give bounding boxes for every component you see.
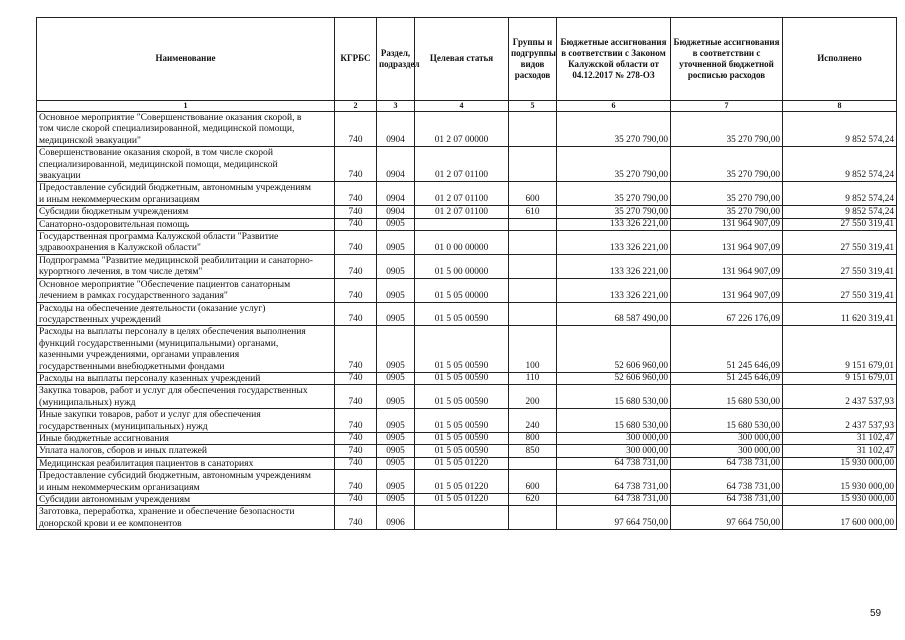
row-target-article-cell: 01 5 05 01220 bbox=[415, 457, 509, 469]
table-row bbox=[37, 457, 897, 469]
row-refined-allocation-cell: 300 000,00 bbox=[671, 445, 783, 457]
row-executed-cell: 9 151 679,01 bbox=[783, 372, 897, 384]
row-expense-group-cell: 100 bbox=[509, 326, 557, 373]
header-executed: Исполнено bbox=[783, 18, 897, 101]
row-name-cell: Иные закупки товаров, работ и услуг для обеспечения государственных (муниципальных) нужд bbox=[37, 409, 335, 433]
row-kgrbs-cell: 740 bbox=[335, 218, 377, 230]
row-expense-group-cell: 110 bbox=[509, 372, 557, 384]
row-name-cell: Медицинская реабилитация пациентов в санаториях bbox=[37, 457, 335, 469]
column-number: 1 bbox=[37, 101, 335, 112]
row-kgrbs-cell: 740 bbox=[335, 385, 377, 409]
table-row bbox=[37, 506, 897, 530]
row-section-cell: 0905 bbox=[377, 218, 415, 230]
row-section-cell: 0905 bbox=[377, 372, 415, 384]
row-expense-group-cell bbox=[509, 112, 557, 147]
row-law-allocation-cell: 300 000,00 bbox=[557, 432, 671, 444]
row-name-cell: Закупка товаров, работ и услуг для обеспечения государственных (муниципальных) нужд bbox=[37, 385, 335, 409]
row-target-article-cell: 01 5 05 00590 bbox=[415, 409, 509, 433]
row-kgrbs-cell: 740 bbox=[335, 326, 377, 373]
row-section-cell: 0905 bbox=[377, 326, 415, 373]
row-law-allocation-cell: 35 270 790,00 bbox=[557, 147, 671, 182]
row-executed-cell: 2 437 537,93 bbox=[783, 409, 897, 433]
table-body bbox=[37, 112, 897, 530]
row-law-allocation-cell: 64 738 731,00 bbox=[557, 457, 671, 469]
row-name-cell: Основное мероприятие "Обеспечение пациентов санаторным лечением в рамках государственного задания" bbox=[37, 278, 335, 302]
row-expense-group-cell: 600 bbox=[509, 182, 557, 206]
row-executed-cell: 9 852 574,24 bbox=[783, 112, 897, 147]
row-section-cell: 0905 bbox=[377, 432, 415, 444]
row-executed-cell: 27 550 319,41 bbox=[783, 218, 897, 230]
row-target-article-cell: 01 5 05 00590 bbox=[415, 432, 509, 444]
row-refined-allocation-cell: 64 738 731,00 bbox=[671, 457, 783, 469]
row-target-article-cell: 01 5 05 00000 bbox=[415, 278, 509, 302]
row-law-allocation-cell: 68 587 490,00 bbox=[557, 302, 671, 326]
row-expense-group-cell bbox=[509, 457, 557, 469]
budget-execution-table bbox=[36, 17, 897, 530]
row-kgrbs-cell: 740 bbox=[335, 470, 377, 494]
column-number: 8 bbox=[783, 101, 897, 112]
table-row bbox=[37, 112, 897, 147]
row-section-cell: 0905 bbox=[377, 445, 415, 457]
row-kgrbs-cell: 740 bbox=[335, 372, 377, 384]
row-law-allocation-cell: 52 606 960,00 bbox=[557, 326, 671, 373]
row-kgrbs-cell: 740 bbox=[335, 432, 377, 444]
row-target-article-cell: 01 2 07 01100 bbox=[415, 206, 509, 218]
row-section-cell: 0904 bbox=[377, 147, 415, 182]
row-name-cell: Субсидии бюджетным учреждениям bbox=[37, 206, 335, 218]
row-law-allocation-cell: 15 680 530,00 bbox=[557, 385, 671, 409]
row-target-article-cell: 01 5 05 00590 bbox=[415, 302, 509, 326]
row-section-cell: 0904 bbox=[377, 112, 415, 147]
row-expense-group-cell bbox=[509, 218, 557, 230]
row-expense-group-cell: 610 bbox=[509, 206, 557, 218]
row-expense-group-cell bbox=[509, 147, 557, 182]
row-refined-allocation-cell: 35 270 790,00 bbox=[671, 206, 783, 218]
row-executed-cell: 9 151 679,01 bbox=[783, 326, 897, 373]
row-name-cell: Уплата налогов, сборов и иных платежей bbox=[37, 445, 335, 457]
header-kgrbs: КГРБС bbox=[335, 18, 377, 101]
row-refined-allocation-cell: 35 270 790,00 bbox=[671, 182, 783, 206]
row-target-article-cell: 01 5 05 00590 bbox=[415, 326, 509, 373]
header-expense-group: Группы и подгруппы видов расходов bbox=[509, 18, 557, 101]
row-executed-cell: 31 102,47 bbox=[783, 432, 897, 444]
row-expense-group-cell bbox=[509, 302, 557, 326]
row-expense-group-cell: 620 bbox=[509, 494, 557, 506]
column-number: 3 bbox=[377, 101, 415, 112]
row-refined-allocation-cell: 51 245 646,09 bbox=[671, 372, 783, 384]
row-executed-cell: 27 550 319,41 bbox=[783, 254, 897, 278]
row-name-cell: Государственная программа Калужской области "Развитие здравоохранения в Калужской области" bbox=[37, 231, 335, 255]
row-section-cell: 0905 bbox=[377, 494, 415, 506]
row-executed-cell: 15 930 000,00 bbox=[783, 470, 897, 494]
row-target-article-cell: 01 5 05 00590 bbox=[415, 385, 509, 409]
row-section-cell: 0904 bbox=[377, 206, 415, 218]
row-kgrbs-cell: 740 bbox=[335, 278, 377, 302]
table-row bbox=[37, 409, 897, 433]
row-executed-cell: 11 620 319,41 bbox=[783, 302, 897, 326]
row-section-cell: 0905 bbox=[377, 409, 415, 433]
row-expense-group-cell bbox=[509, 254, 557, 278]
header-row bbox=[37, 18, 897, 101]
row-section-cell: 0904 bbox=[377, 182, 415, 206]
row-law-allocation-cell: 35 270 790,00 bbox=[557, 112, 671, 147]
row-section-cell: 0905 bbox=[377, 302, 415, 326]
table-row bbox=[37, 206, 897, 218]
row-law-allocation-cell: 35 270 790,00 bbox=[557, 206, 671, 218]
row-expense-group-cell bbox=[509, 506, 557, 530]
row-executed-cell: 17 600 000,00 bbox=[783, 506, 897, 530]
row-expense-group-cell: 200 bbox=[509, 385, 557, 409]
column-number-row bbox=[37, 101, 897, 112]
column-number: 7 bbox=[671, 101, 783, 112]
row-kgrbs-cell: 740 bbox=[335, 182, 377, 206]
table-row bbox=[37, 494, 897, 506]
table-row bbox=[37, 372, 897, 384]
row-name-cell: Расходы на выплаты персоналу в целях обеспечения выполнения функций государственными (муниципальными) органами, казенными учреждениями, органами управления государственными внебюджетными фондами bbox=[37, 326, 335, 373]
row-kgrbs-cell: 740 bbox=[335, 457, 377, 469]
row-name-cell: Предоставление субсидий бюджетным, автономным учреждениям и иным некоммерческим организациям bbox=[37, 470, 335, 494]
table-row bbox=[37, 302, 897, 326]
header-section: Раздел, подраздел bbox=[377, 18, 415, 101]
row-target-article-cell: 01 5 00 00000 bbox=[415, 254, 509, 278]
row-target-article-cell: 01 0 00 00000 bbox=[415, 231, 509, 255]
row-kgrbs-cell: 740 bbox=[335, 445, 377, 457]
row-target-article-cell: 01 5 05 00590 bbox=[415, 372, 509, 384]
row-refined-allocation-cell: 51 245 646,09 bbox=[671, 326, 783, 373]
header-law-allocations: Бюджетные ассигнования в соответствии с Законом Калужской области от 04.12.2017 № 278-ОЗ bbox=[557, 18, 671, 101]
row-refined-allocation-cell: 35 270 790,00 bbox=[671, 147, 783, 182]
row-executed-cell: 15 930 000,00 bbox=[783, 494, 897, 506]
row-law-allocation-cell: 52 606 960,00 bbox=[557, 372, 671, 384]
row-name-cell: Заготовка, переработка, хранение и обеспечение безопасности донорской крови и ее компонентов bbox=[37, 506, 335, 530]
row-name-cell: Предоставление субсидий бюджетным, автономным учреждениям и иным некоммерческим организациям bbox=[37, 182, 335, 206]
row-target-article-cell bbox=[415, 218, 509, 230]
row-name-cell: Подпрограмма "Развитие медицинской реабилитации и санаторно- курортного лечения, в том числе детям" bbox=[37, 254, 335, 278]
table-row bbox=[37, 231, 897, 255]
row-refined-allocation-cell: 131 964 907,09 bbox=[671, 231, 783, 255]
row-kgrbs-cell: 740 bbox=[335, 494, 377, 506]
header-refined-allocations: Бюджетные ассигнования в соответствии с уточненной бюджетной росписью расходов bbox=[671, 18, 783, 101]
row-refined-allocation-cell: 15 680 530,00 bbox=[671, 385, 783, 409]
row-target-article-cell: 01 5 05 01220 bbox=[415, 470, 509, 494]
row-executed-cell: 9 852 574,24 bbox=[783, 147, 897, 182]
row-expense-group-cell: 800 bbox=[509, 432, 557, 444]
row-law-allocation-cell: 133 326 221,00 bbox=[557, 218, 671, 230]
budget-report-page bbox=[36, 17, 896, 530]
row-refined-allocation-cell: 131 964 907,09 bbox=[671, 254, 783, 278]
row-refined-allocation-cell: 131 964 907,09 bbox=[671, 218, 783, 230]
row-law-allocation-cell: 133 326 221,00 bbox=[557, 231, 671, 255]
table-row bbox=[37, 385, 897, 409]
row-executed-cell: 2 437 537,93 bbox=[783, 385, 897, 409]
table-row bbox=[37, 147, 897, 182]
row-kgrbs-cell: 740 bbox=[335, 302, 377, 326]
row-section-cell: 0905 bbox=[377, 254, 415, 278]
row-kgrbs-cell: 740 bbox=[335, 206, 377, 218]
row-name-cell: Санаторно-оздоровительная помощь bbox=[37, 218, 335, 230]
table-row bbox=[37, 445, 897, 457]
row-name-cell: Расходы на обеспечение деятельности (оказание услуг) государственных учреждений bbox=[37, 302, 335, 326]
row-executed-cell: 27 550 319,41 bbox=[783, 231, 897, 255]
row-expense-group-cell bbox=[509, 231, 557, 255]
row-kgrbs-cell: 740 bbox=[335, 506, 377, 530]
header-target-article: Целевая статья bbox=[415, 18, 509, 101]
row-refined-allocation-cell: 35 270 790,00 bbox=[671, 112, 783, 147]
row-refined-allocation-cell: 97 664 750,00 bbox=[671, 506, 783, 530]
column-number: 4 bbox=[415, 101, 509, 112]
row-executed-cell: 27 550 319,41 bbox=[783, 278, 897, 302]
row-section-cell: 0905 bbox=[377, 457, 415, 469]
row-expense-group-cell bbox=[509, 278, 557, 302]
row-expense-group-cell: 850 bbox=[509, 445, 557, 457]
row-target-article-cell bbox=[415, 506, 509, 530]
row-kgrbs-cell: 740 bbox=[335, 231, 377, 255]
table-row bbox=[37, 182, 897, 206]
row-target-article-cell: 01 5 05 00590 bbox=[415, 445, 509, 457]
row-section-cell: 0905 bbox=[377, 231, 415, 255]
row-law-allocation-cell: 64 738 731,00 bbox=[557, 470, 671, 494]
row-law-allocation-cell: 15 680 530,00 bbox=[557, 409, 671, 433]
row-section-cell: 0906 bbox=[377, 506, 415, 530]
row-law-allocation-cell: 64 738 731,00 bbox=[557, 494, 671, 506]
row-target-article-cell: 01 2 07 00000 bbox=[415, 112, 509, 147]
column-number: 2 bbox=[335, 101, 377, 112]
table-row bbox=[37, 278, 897, 302]
row-law-allocation-cell: 300 000,00 bbox=[557, 445, 671, 457]
row-kgrbs-cell: 740 bbox=[335, 254, 377, 278]
column-number: 5 bbox=[509, 101, 557, 112]
row-refined-allocation-cell: 64 738 731,00 bbox=[671, 470, 783, 494]
row-refined-allocation-cell: 64 738 731,00 bbox=[671, 494, 783, 506]
row-kgrbs-cell: 740 bbox=[335, 112, 377, 147]
row-executed-cell: 15 930 000,00 bbox=[783, 457, 897, 469]
row-expense-group-cell: 600 bbox=[509, 470, 557, 494]
row-name-cell: Субсидии автономным учреждениям bbox=[37, 494, 335, 506]
row-section-cell: 0905 bbox=[377, 470, 415, 494]
row-refined-allocation-cell: 15 680 530,00 bbox=[671, 409, 783, 433]
row-target-article-cell: 01 5 05 01220 bbox=[415, 494, 509, 506]
row-law-allocation-cell: 97 664 750,00 bbox=[557, 506, 671, 530]
row-kgrbs-cell: 740 bbox=[335, 409, 377, 433]
row-section-cell: 0905 bbox=[377, 278, 415, 302]
table-row bbox=[37, 326, 897, 373]
page-number: 59 bbox=[870, 608, 882, 619]
row-refined-allocation-cell: 67 226 176,09 bbox=[671, 302, 783, 326]
row-section-cell: 0905 bbox=[377, 385, 415, 409]
row-refined-allocation-cell: 300 000,00 bbox=[671, 432, 783, 444]
row-refined-allocation-cell: 131 964 907,09 bbox=[671, 278, 783, 302]
row-law-allocation-cell: 133 326 221,00 bbox=[557, 278, 671, 302]
row-name-cell: Совершенствование оказания скорой, в том числе скорой специализированной, медицинской помощи, медицинской эвакуации bbox=[37, 147, 335, 182]
row-name-cell: Расходы на выплаты персоналу казенных учреждений bbox=[37, 372, 335, 384]
table-row bbox=[37, 254, 897, 278]
table-row bbox=[37, 470, 897, 494]
row-name-cell: Иные бюджетные ассигнования bbox=[37, 432, 335, 444]
row-law-allocation-cell: 35 270 790,00 bbox=[557, 182, 671, 206]
table-row bbox=[37, 218, 897, 230]
row-target-article-cell: 01 2 07 01100 bbox=[415, 147, 509, 182]
row-name-cell: Основное мероприятие "Совершенствование оказания скорой, в том числе скорой специализированной, медицинской помощи, медицинской эвакуации" bbox=[37, 112, 335, 147]
row-executed-cell: 9 852 574,24 bbox=[783, 182, 897, 206]
table-row bbox=[37, 432, 897, 444]
header-name: Наименование bbox=[37, 18, 335, 101]
row-kgrbs-cell: 740 bbox=[335, 147, 377, 182]
row-target-article-cell: 01 2 07 01100 bbox=[415, 182, 509, 206]
column-number: 6 bbox=[557, 101, 671, 112]
row-expense-group-cell: 240 bbox=[509, 409, 557, 433]
row-executed-cell: 31 102,47 bbox=[783, 445, 897, 457]
row-law-allocation-cell: 133 326 221,00 bbox=[557, 254, 671, 278]
row-executed-cell: 9 852 574,24 bbox=[783, 206, 897, 218]
